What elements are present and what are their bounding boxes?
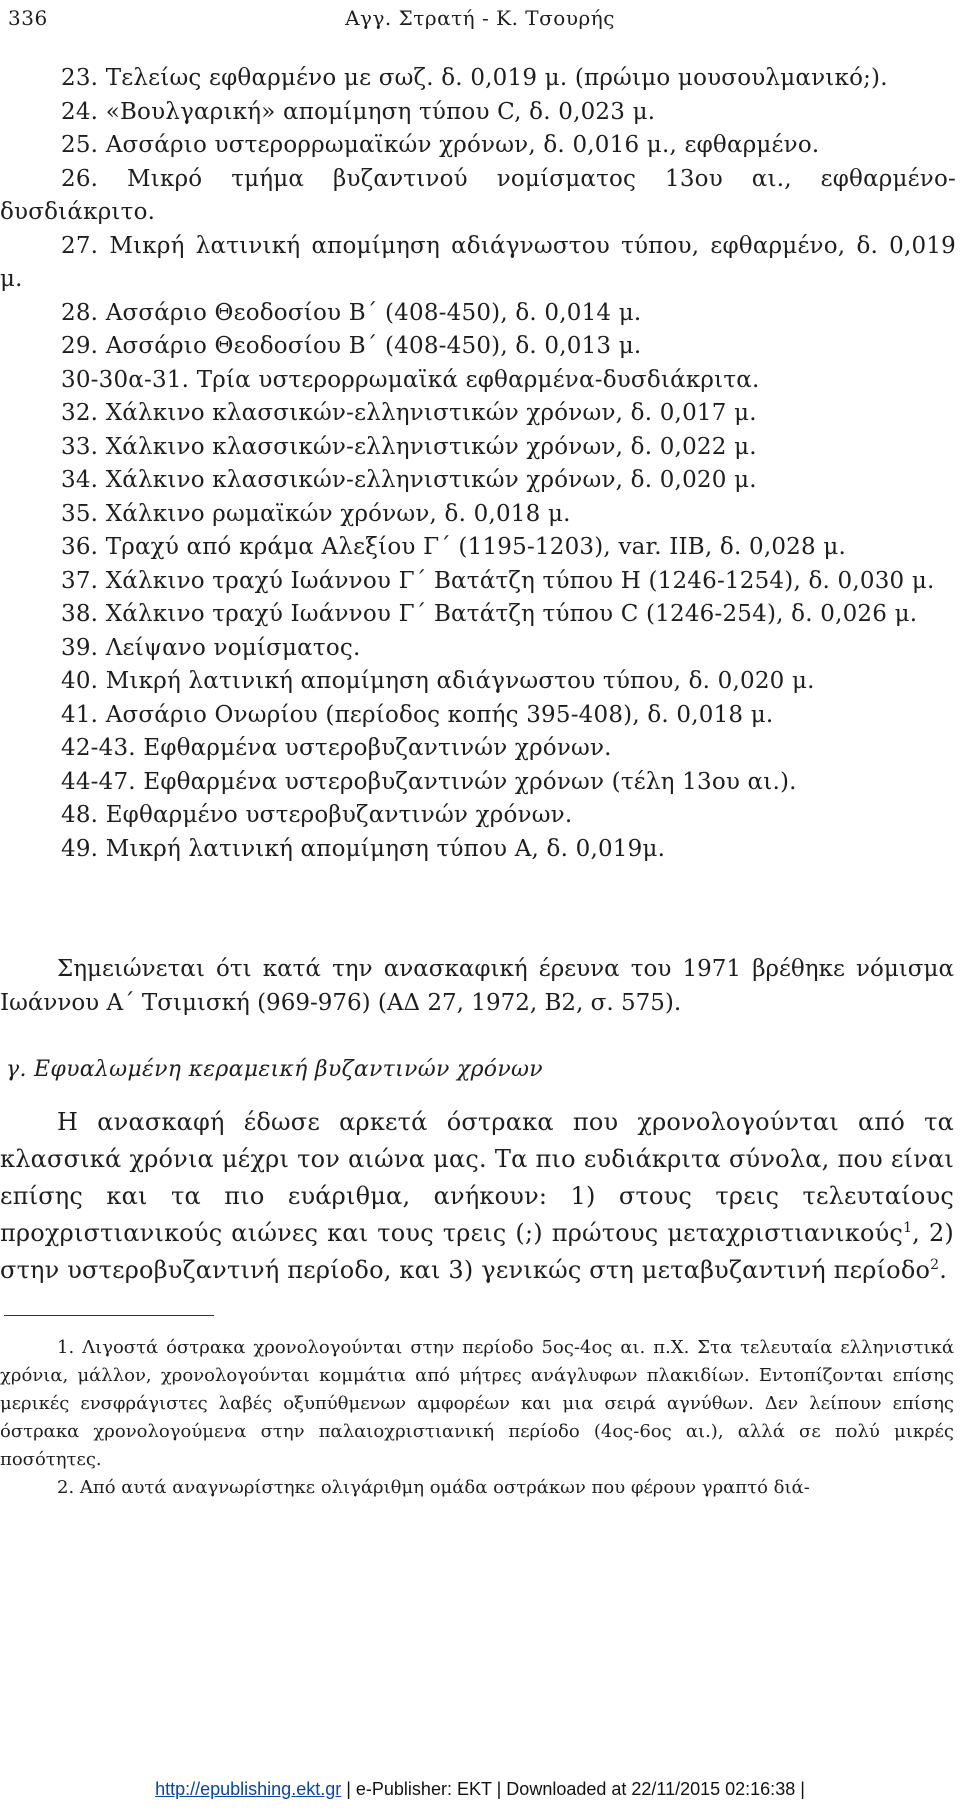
coin-entry: 30-30α-31. Τρία υστερορρωμαϊκά εφθαρμένα-δυσδιάκριτα. [61,366,760,393]
body-text-part1: Η ανασκαφή έδωσε αρκετά όστρακα που χρονολογούνται από τα κλασσικά χρόνια μέχρι τον αιώνα μας. Τα πιο ευδιάκριτα σύνολα, που είναι επίσης και τα πιο ευάριθμα, ανήκουν: 1) στους τρεις τελευταίους προχριστιανικούς αιώνες και τους τρεις (;) πρώτους μεταχριστιανικούς [0,1108,954,1247]
footnote-divider [4,1315,214,1316]
coin-entry: 28. Ασσάριο Θεοδοσίου Β΄ (408-450), δ. 0,014 μ. [61,299,642,326]
footnote-ref-2[interactable]: 2 [930,1257,940,1273]
footer-info: | e-Publisher: EKT | Downloaded at 22/11/2015 02:16:38 | [341,1779,805,1799]
download-footer [0,1779,960,1800]
body-text-part2: , 2) στην υστεροβυζαντινή περίοδο, και 3) γενικώς στη μεταβυζαντινή περίοδο [0,1219,954,1284]
running-head: Αγγ. Στρατή - Κ. Τσουρής [345,6,615,30]
section-heading: γ. Εφυαλωμένη κεραμεική βυζαντινών χρόνων [6,1057,543,1082]
coin-entry: 24. «Βουλγαρική» απομίμηση τύπου C, δ. 0,023 μ. [61,98,656,125]
coin-entry: 27. Μικρή λατινική απομίμηση αδιάγνωστου τύπου, εφθαρμένο, δ. 0,019 μ. [0,232,956,292]
page-header [8,6,952,36]
footnote-2: 2. Από αυτά αναγνωρίστηκε ολιγάριθμη ομάδα οστράκων που φέρουν γραπτό διά- [57,1477,810,1498]
footnote-ref-1[interactable]: 1 [903,1220,913,1236]
coin-entry: 48. Εφθαρμένο υστεροβυζαντινών χρόνων. [61,802,573,828]
coin-entry: 32. Χάλκινο κλασσικών-ελληνιστικών χρόνων, δ. 0,017 μ. [61,400,757,426]
coin-entry: 26. Μικρό τμήμα βυζαντινού νομίσματος 13ου αι., εφθαρμένο-δυσδιάκριτο. [0,165,956,225]
footnote-1: 1. Λιγοστά όστρακα χρονολογούνται στην περίοδο 5ος-4ος αι. π.Χ. Στα τελευταία ελληνιστικά χρόνια, μάλλον, χρονολογούνται κομμάτια από μήτρες ανάγλυφων πλακιδίων. Εντοπίζονται επίσης μερικές ενσφράγιστες λαβές οξυπύθμενων αμφορέων και μια σειρά αγνύθων. Δεν λείπουν επίσης όστρακα χρονολογούμενα στην παλαιοχριστιανική περίοδο (4ος-6ος αι.), αλλά σε πολύ μικρές ποσότητες. [0,1337,954,1470]
body-paragraph [0,1104,954,1289]
epublishing-link[interactable]: http://epublishing.ekt.gr [155,1779,342,1799]
coin-entry: 37. Χάλκινο τραχύ Ιωάννου Γ΄ Βατάτζη τύπου Η (1246-1254), δ. 0,030 μ. [61,567,935,594]
body-text-part3: . [939,1256,948,1284]
coin-entry: 39. Λείψανο νομίσματος. [61,634,361,661]
note-paragraph: Σημειώνεται ότι κατά την ανασκαφική έρευνα του 1971 βρέθηκε νόμισμα Ιωάννου Α΄ Τσιμισκή (969-976) (ΑΔ 27, 1972, Β2, σ. 575). [0,956,954,1016]
coin-entry: 38. Χάλκινο τραχύ Ιωάννου Γ΄ Βατάτζη τύπου C (1246-254), δ. 0,026 μ. [61,601,918,627]
coin-entry: 49. Μικρή λατινική απομίμηση τύπου Α, δ. 0,019μ. [61,835,666,862]
coin-entry: 40. Μικρή λατινική απομίμηση αδιάγνωστου τύπου, δ. 0,020 μ. [61,668,815,694]
coin-entry: 34. Χάλκινο κλασσικών-ελληνιστικών χρόνων, δ. 0,020 μ. [61,467,757,493]
coin-catalogue-list [0,62,960,866]
coin-entry: 33. Χάλκινο κλασσικών-ελληνιστικών χρόνων, δ. 0,022 μ. [61,433,757,460]
coin-entry: 25. Ασσάριο υστερορρωμαϊκών χρόνων, δ. 0,016 μ., εφθαρμένο. [61,132,820,158]
coin-entry: 44-47. Εφθαρμένα υστεροβυζαντινών χρόνων (τέλη 13ου αι.). [61,768,797,795]
footnotes [0,1334,954,1502]
page-number: 336 [8,6,48,30]
coin-entry: 23. Τελείως εφθαρμένο με σωζ. δ. 0,019 μ. (πρώιμο μουσουλμανικό;). [61,65,888,91]
coin-entry: 29. Ασσάριο Θεοδοσίου Β΄ (408-450), δ. 0,013 μ. [61,333,642,359]
coin-entry: 42-43. Εφθαρμένα υστεροβυζαντινών χρόνων. [61,735,612,761]
coin-entry: 35. Χάλκινο ρωμαϊκών χρόνων, δ. 0,018 μ. [61,500,571,527]
coin-entry: 41. Ασσάριο Ονωρίου (περίοδος κοπής 395-408), δ. 0,018 μ. [61,701,774,728]
coin-entry: 36. Τραχύ από κράμα Αλεξίου Γ΄ (1195-1203), var. IIB, δ. 0,028 μ. [61,534,847,560]
